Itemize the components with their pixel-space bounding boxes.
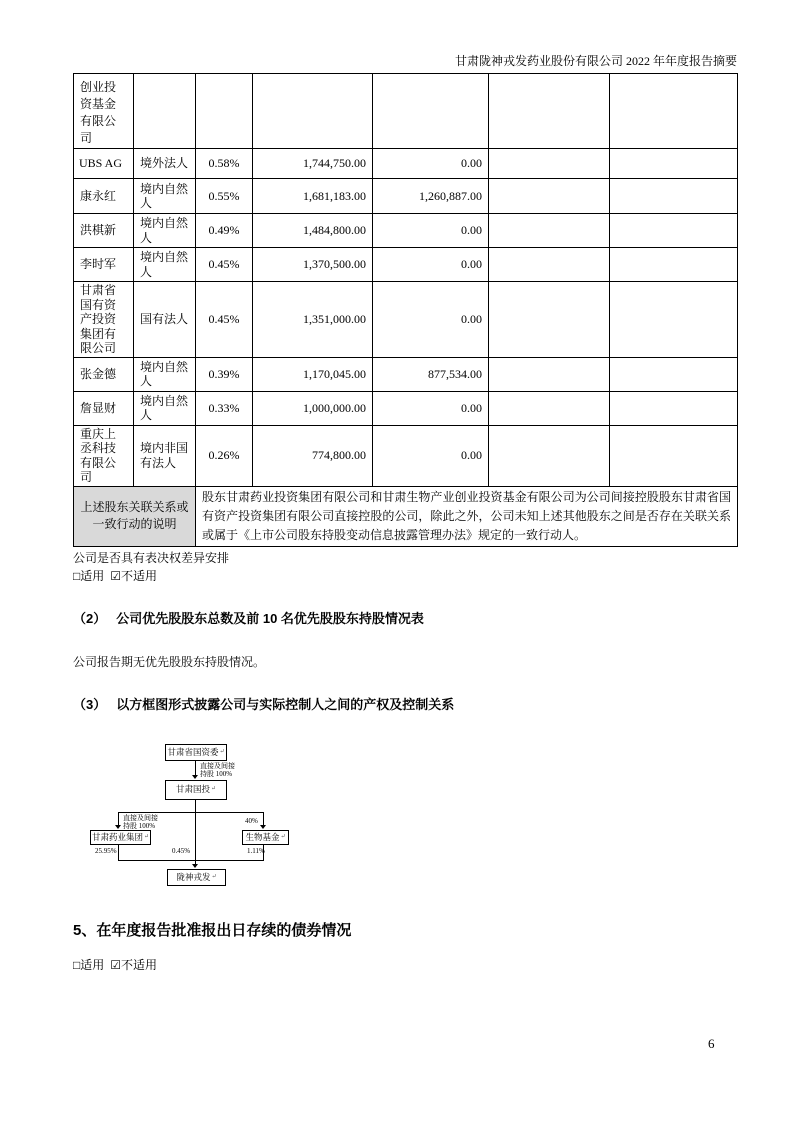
shareholder-name: 康永红: [74, 179, 134, 214]
related-party-note-label: 上述股东关联关系或一致行动的说明: [74, 486, 196, 546]
shareholding-pct: 0.45%: [196, 282, 253, 358]
edge-label-holding: [123, 814, 158, 831]
shareholder-type: 境外法人: [134, 149, 196, 179]
restricted-shares: 0.00: [373, 282, 489, 358]
pledge-status-cell: [489, 425, 610, 486]
shareholding-pct: [196, 74, 253, 149]
shareholder-name: 詹显财: [74, 391, 134, 425]
shareholding-pct: 0.45%: [196, 248, 253, 282]
connector-line: [118, 812, 119, 826]
section-2-body: 公司报告期无优先股股东持股情况。: [73, 654, 266, 669]
restricted-shares: 1,260,887.00: [373, 179, 489, 214]
shareholder-type: 境内自然人: [134, 214, 196, 248]
arrow-down-icon: [192, 864, 198, 868]
voting-rights-options: [73, 568, 793, 584]
paragraph-mark-icon: ↵: [143, 833, 150, 840]
shareholder-name: UBS AG: [74, 149, 134, 179]
report-header-title: 甘肃陇神戎发药业股份有限公司 2022 年年度报告摘要: [454, 54, 737, 68]
section-5-heading: 5、在年度报告批准报出日存续的债券情况: [73, 921, 352, 939]
table-row: [74, 357, 738, 391]
shareholder-type: 境内非国有法人: [134, 425, 196, 486]
section-2-number: （2）: [73, 610, 107, 626]
shareholder-type: [134, 74, 196, 149]
checkbox-applicable: □适用: [73, 957, 105, 972]
edge-label-line: 持股 100%: [123, 822, 156, 830]
shareholding-pct: 0.39%: [196, 357, 253, 391]
pledge-status-cell: [489, 149, 610, 179]
org-box-label: 甘肃国投: [175, 784, 210, 794]
pledge-status-cell: [489, 282, 610, 358]
paragraph-mark-icon: ↵: [280, 833, 286, 840]
paragraph-mark-icon: ↵: [211, 873, 217, 880]
table-row: [74, 391, 738, 425]
org-box-label: 生物基金: [245, 831, 280, 842]
table-row: [74, 425, 738, 486]
shareholder-type: 境内自然人: [134, 248, 196, 282]
pledge-status-cell: [489, 74, 610, 149]
table-row: [74, 179, 738, 214]
pledge-status-cell: [489, 179, 610, 214]
pledge-qty-cell: [610, 357, 738, 391]
org-box-bio-fund: [242, 830, 289, 845]
restricted-shares: 0.00: [373, 149, 489, 179]
shareholder-name: 创业投资基金有限公司: [74, 74, 134, 149]
connector-line: [263, 812, 264, 826]
connector-line: [195, 800, 196, 864]
edge-label-line: 直接及间接: [200, 761, 235, 770]
section-3-title: 以方框图形式披露公司与实际控制人之间的产权及控制关系: [116, 696, 455, 712]
pledge-status-cell: [489, 391, 610, 425]
edge-label-line: 持股 100%: [200, 770, 233, 778]
pledge-qty-cell: [610, 214, 738, 248]
shareholding-pct: 0.58%: [196, 149, 253, 179]
shares-held: 1,484,800.00: [253, 214, 373, 248]
ownership-structure-diagram: [73, 737, 318, 897]
shareholder-name: 李时军: [74, 248, 134, 282]
pledge-qty-cell: [610, 425, 738, 486]
pledge-qty-cell: [610, 74, 738, 149]
edge-label-line: 直接及间接: [123, 813, 158, 822]
org-box-pharma-group: [90, 830, 151, 845]
connector-line: [118, 845, 119, 860]
edge-label-pct: 0.45%: [172, 846, 191, 855]
shareholding-pct: 0.33%: [196, 391, 253, 425]
restricted-shares: 0.00: [373, 214, 489, 248]
checkbox-not-applicable: ☑不适用: [110, 568, 158, 583]
table-row: [74, 248, 738, 282]
shares-held: 1,370,500.00: [253, 248, 373, 282]
shares-held: 1,170,045.00: [253, 357, 373, 391]
section-3-heading: [73, 696, 793, 713]
pledge-qty-cell: [610, 282, 738, 358]
paragraph-mark-icon: ↵: [219, 748, 225, 755]
arrow-down-icon: [115, 825, 121, 829]
table-row: [74, 214, 738, 248]
page-number: 6: [708, 1036, 715, 1051]
org-box-gansu-guotou: [165, 780, 227, 800]
shareholder-type: 境内自然人: [134, 391, 196, 425]
table-row: [74, 282, 738, 358]
section-5-options: [73, 957, 793, 973]
checkbox-not-applicable: ☑不适用: [110, 957, 158, 972]
shareholder-type: 国有法人: [134, 282, 196, 358]
edge-label-pct: 1.11%: [247, 846, 265, 855]
table-row: [74, 74, 738, 149]
shareholding-pct: 0.49%: [196, 214, 253, 248]
connector-line: [195, 761, 196, 776]
pledge-qty-cell: [610, 248, 738, 282]
voting-rights-question: 公司是否具有表决权差异安排: [73, 550, 230, 565]
restricted-shares: 0.00: [373, 425, 489, 486]
org-box-label: 甘肃省国资委: [167, 746, 219, 757]
related-party-note-text: 股东甘肃药业投资集团有限公司和甘肃生物产业创业投资基金有限公司为公司间接控股股东甘肃省国有资产投资集团有限公司直接控股的公司，除此之外，公司未知上述其他股东之间是否存在关联关系或属于《上市公司股东持股变动信息披露管理办法》规定的一致行动人。: [196, 486, 738, 546]
connector-line: [118, 812, 264, 813]
shareholding-pct: 0.26%: [196, 425, 253, 486]
shares-held: 1,744,750.00: [253, 149, 373, 179]
shareholder-table: [73, 73, 738, 547]
shareholding-pct: 0.55%: [196, 179, 253, 214]
checkbox-applicable: □适用: [73, 568, 105, 583]
org-box-gansu-sasac: [165, 744, 227, 761]
pledge-qty-cell: [610, 149, 738, 179]
shareholder-name: 甘肃省国有资产投资集团有限公司: [74, 282, 134, 358]
shareholder-type: 境内自然人: [134, 179, 196, 214]
arrow-down-icon: [192, 775, 198, 779]
restricted-shares: 0.00: [373, 248, 489, 282]
section-3-number: （3）: [73, 696, 107, 712]
restricted-shares: [373, 74, 489, 149]
shareholder-type: 境内自然人: [134, 357, 196, 391]
restricted-shares: 877,534.00: [373, 357, 489, 391]
shares-held: 1,351,000.00: [253, 282, 373, 358]
pledge-qty-cell: [610, 179, 738, 214]
org-box-longshen-rongfa: [167, 869, 226, 886]
pledge-status-cell: [489, 357, 610, 391]
shareholder-name: 重庆上丞科技有限公司: [74, 425, 134, 486]
paragraph-mark-icon: ↵: [210, 786, 217, 792]
arrow-down-icon: [260, 825, 266, 829]
org-box-label: 甘肃药业集团: [91, 831, 143, 842]
org-box-label: 陇神戎发: [176, 871, 211, 882]
section-2-heading: [73, 610, 793, 627]
shares-held: [253, 74, 373, 149]
shares-held: 774,800.00: [253, 425, 373, 486]
shares-held: 1,000,000.00: [253, 391, 373, 425]
pledge-qty-cell: [610, 391, 738, 425]
restricted-shares: 0.00: [373, 391, 489, 425]
table-row: [74, 149, 738, 179]
pledge-status-cell: [489, 214, 610, 248]
section-2-title: 公司优先股股东总数及前 10 名优先股股东持股情况表: [116, 610, 424, 626]
edge-label-pct: 25.95%: [95, 846, 117, 855]
shareholder-name: 洪棋新: [74, 214, 134, 248]
edge-label-pct: 40%: [245, 816, 258, 825]
shares-held: 1,681,183.00: [253, 179, 373, 214]
edge-label-holding: [200, 762, 235, 779]
connector-line: [118, 860, 264, 861]
shareholder-name: 张金德: [74, 357, 134, 391]
pledge-status-cell: [489, 248, 610, 282]
table-row: [74, 486, 738, 546]
